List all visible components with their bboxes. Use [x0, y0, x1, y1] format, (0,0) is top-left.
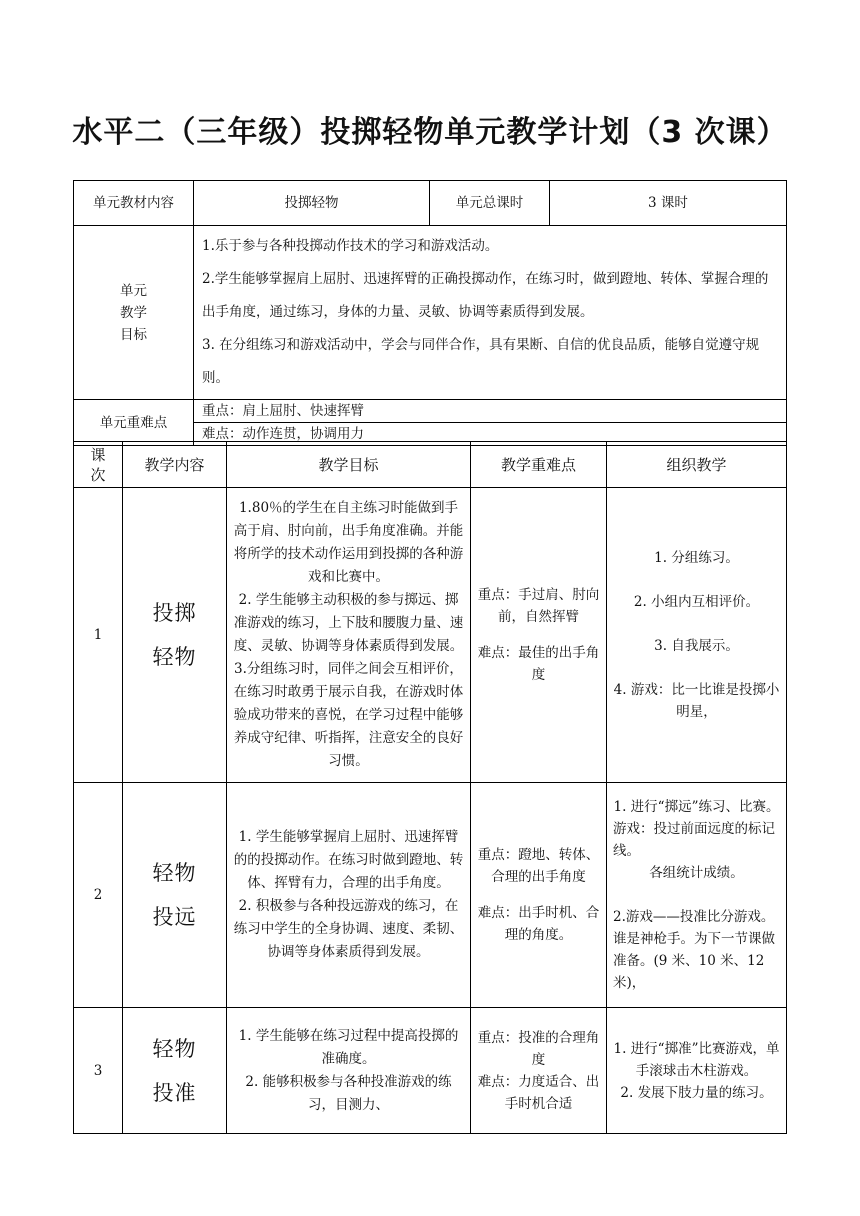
lessons-table [73, 441, 787, 1134]
lesson-key-point: 重点：投准的合理角度 [477, 1029, 600, 1068]
lesson-name-line2: 投远 [152, 905, 197, 929]
lesson-key [471, 488, 607, 783]
lesson-number: 2 [74, 783, 123, 1008]
lesson-number: 3 [74, 1008, 123, 1134]
lesson-org-item: 1. 进行“掷准”比赛游戏，单手滚球击木柱游戏。 [613, 1040, 780, 1079]
lesson-goals [227, 783, 471, 1008]
lesson-difficult-point: 难点：最佳的出手角度 [477, 645, 600, 683]
lesson-org-item: 游戏：投过前面远度的标记线。 [613, 821, 775, 859]
lesson-number: 1 [74, 488, 123, 783]
header-lesson-number: 课次 [74, 442, 123, 488]
document-title: 水平二（三年级）投掷轻物单元教学计划（3 次课） [72, 115, 788, 150]
lesson-goals-text: 1. 学生能够掌握肩上屈肘、迅速挥臂的的投掷动作。在练习时做到蹬地、转体、挥臂有力，合理的出手角度。 2. 积极参与各种投远游戏的练习，在练习中学生的全身协调、速度、柔韧、协调等身体素质得到发展。 [233, 829, 464, 960]
lesson-org [607, 1008, 787, 1134]
lesson-name [123, 783, 227, 1008]
header-org: 组织教学 [607, 442, 787, 488]
lesson-org [607, 488, 787, 783]
unit-hours-value: 3 课时 [550, 181, 787, 226]
header-key: 教学重难点 [471, 442, 607, 488]
unit-goals-cell [194, 226, 787, 400]
lesson-row [74, 1008, 787, 1134]
lesson-goals [227, 1008, 471, 1134]
unit-key-label: 单元重难点 [74, 400, 194, 446]
lesson-org-item: 2. 小组内互相评价。 [633, 594, 760, 610]
lesson-name-line1: 投掷 [152, 601, 197, 625]
unit-info-table [73, 180, 787, 446]
lesson-org-item: 2. 发展下肢力量的练习。 [620, 1084, 773, 1101]
unit-goal-1: 1.乐于参与各种投掷动作技术的学习和游戏活动。 [202, 238, 499, 254]
header-content: 教学内容 [123, 442, 227, 488]
lesson-org-item: 2.游戏——投准比分游戏。谁是神枪手。为下一节课做准备。(9 米、10 米、12 米)， [613, 909, 775, 991]
lesson-org-item: 4. 游戏：比一比谁是投掷小明星， [613, 682, 780, 720]
header-goals: 教学目标 [227, 442, 471, 488]
unit-key-point: 重点：肩上屈肘、快速挥臂 [194, 400, 787, 423]
lesson-name [123, 1008, 227, 1134]
lesson-name-line1: 轻物 [152, 1036, 197, 1061]
lesson-difficult-point: 难点：出手时机、合理的角度。 [477, 905, 600, 943]
lesson-name-line1: 轻物 [152, 861, 197, 885]
unit-goal-2: 2.学生能够掌握肩上屈肘、迅速挥臂的正确投掷动作，在练习时，做到蹬地、转体、掌握合理的出手角度，通过练习，身体的力量、灵敏、协调等素质得到发展。 [202, 271, 769, 320]
lesson-goals-text: 1. 学生能够在练习过程中提高投掷的准确度。 2. 能够积极参与各种投准游戏的练习，目测力、 [238, 1027, 459, 1113]
lesson-key-point: 重点：蹬地、转体、合理的出手角度 [477, 847, 600, 885]
lesson-name-line2: 投准 [152, 1080, 197, 1105]
lesson-goals-text: 1.80％的学生在自主练习时能做到手高于肩、肘向前，出手角度准确。并能将所学的技术动作运用到投掷的各种游戏和比赛中。 2. 学生能够主动积极的参与掷远、掷准游戏的练习，上下肢和腰腹力量、速度、灵敏、协调等身体素质得到发展。 3.分组练习时，同伴之间会互相评价，在练习时敢勇于展示自我，在游戏时体验成功带来的喜悦，在学习过程中能够养成守纪律、听指挥，注意安全的良好习惯。 [233, 500, 464, 769]
lesson-row [74, 783, 787, 1008]
lesson-key [471, 1008, 607, 1134]
lesson-difficult-point: 难点：力度适合、出手时机合适 [477, 1073, 600, 1112]
unit-difficult-point: 难点：动作连贯，协调用力 [194, 423, 787, 446]
lesson-goals [227, 488, 471, 783]
lesson-org-item: 3. 自我展示。 [654, 638, 739, 654]
lesson-org [607, 783, 787, 1008]
unit-hours-label: 单元总课时 [430, 181, 550, 226]
lesson-name [123, 488, 227, 783]
unit-goal-3: 3. 在分组练习和游戏活动中，学会与同伴合作，具有果断、自信的优良品质，能够自觉遵守规则。 [202, 337, 760, 386]
unit-goals-label: 单元教学目标 [74, 226, 194, 400]
lesson-org-item: 1. 进行“掷远”练习、比赛。 [613, 799, 780, 815]
lesson-name-line2: 轻物 [152, 645, 197, 669]
lesson-key-point: 重点：手过肩、肘向前，自然挥臂 [477, 587, 600, 625]
unit-content-label: 单元教材内容 [74, 181, 194, 226]
lesson-row [74, 488, 787, 783]
unit-content-value: 投掷轻物 [194, 181, 430, 226]
lesson-org-item: 1. 分组练习。 [654, 550, 739, 566]
lesson-key [471, 783, 607, 1008]
lesson-org-item: 各组统计成绩。 [649, 865, 744, 881]
